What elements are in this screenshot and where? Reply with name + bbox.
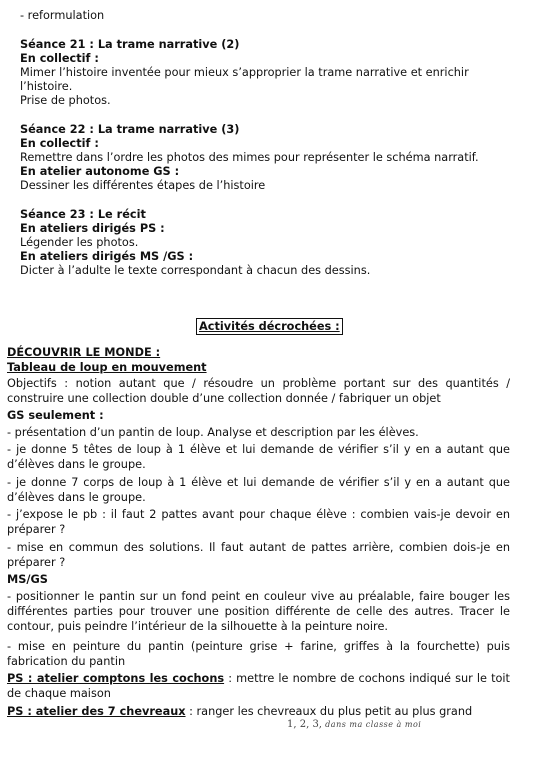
- ps-activity-cochons: [7, 671, 510, 701]
- seance-22-title: Séance 22 : La trame narrative (3): [20, 123, 240, 136]
- ps-activity-text: : ranger les chevreaux du plus petit au plus grand: [185, 705, 473, 718]
- seance-21-title: Séance 21 : La trame narrative (2): [20, 38, 240, 51]
- activity-title: Tableau de loup en mouvement: [7, 361, 207, 374]
- text-line: Prise de photos.: [20, 94, 111, 107]
- footer-credit: [287, 719, 421, 730]
- text-line: Dicter à l’adulte le texte correspondant à chacun des dessins.: [20, 264, 371, 277]
- text-line: l’histoire.: [20, 80, 73, 93]
- text-line: Dessiner les différentes étapes de l’histoire: [20, 179, 266, 192]
- activites-box-title: Activités décrochées :: [196, 318, 343, 335]
- msgs-heading: MS/GS: [7, 573, 48, 586]
- seance-22-subtitle: En atelier autonome GS :: [20, 165, 180, 178]
- seance-21-subtitle: En collectif :: [20, 52, 99, 65]
- gs-item: - mise en commun des solutions. Il faut autant de pattes arrière, combien dois-je en préparer ?: [7, 541, 510, 569]
- objectives-paragraph: Objectifs : notion autant que / résoudre un problème portant sur des quantités / construire une collection double d’une collection donnée / fabriquer un objet: [7, 377, 510, 405]
- msgs-item: - positionner le pantin sur un fond peint en couleur vive au préalable, faire bouger les différentes parties pour trouver une position différente de celle des autres. Tracer le contour, puis peindre l’intérieur de la silhouette à la peinture noire.: [7, 590, 510, 633]
- gs-item: - j’expose le pb : il faut 2 pattes avant pour chaque élève : combien vais-je devoir en préparer ?: [7, 508, 510, 536]
- ps-activity-chevreaux: [7, 704, 510, 719]
- seance-23-subtitle: En ateliers dirigés MS /GS :: [20, 250, 194, 263]
- gs-item: - je donne 5 têtes de loup à 1 élève et lui demande de vérifier s’il y en a autant que d’élèves dans le groupe.: [7, 443, 510, 471]
- gs-heading: GS seulement :: [7, 409, 104, 422]
- ps-activity-text: : mettre le nombre de cochons indiqué sur le toit de chaque maison: [7, 672, 510, 700]
- msgs-item: - mise en peinture du pantin (peinture grise + farine, griffes à la fourchette) puis fabrication du pantin: [7, 640, 510, 668]
- footer-numbers: 1, 2, 3,: [287, 719, 322, 730]
- text-line: Remettre dans l’ordre les photos des mimes pour représenter le schéma narratif.: [20, 151, 479, 164]
- footer-script: dans ma classe à moi: [325, 720, 422, 729]
- seance-23-subtitle: En ateliers dirigés PS :: [20, 222, 165, 235]
- gs-item: - je donne 7 corps de loup à 1 élève et lui demande de vérifier s’il y en a autant que d’élèves dans le groupe.: [7, 476, 510, 504]
- text-line: - reformulation: [20, 9, 105, 22]
- domain-heading: DÉCOUVRIR LE MONDE :: [7, 346, 161, 359]
- ps-activity-label: PS : atelier comptons les cochons: [7, 672, 225, 685]
- gs-item: - présentation d’un pantin de loup. Analyse et description par les élèves.: [7, 426, 419, 439]
- seance-22-subtitle: En collectif :: [20, 137, 99, 150]
- text-line: Mimer l’histoire inventée pour mieux s’approprier la trame narrative et enrichir: [20, 66, 469, 79]
- ps-activity-label: PS : atelier des 7 chevreaux: [7, 705, 186, 718]
- seance-23-title: Séance 23 : Le récit: [20, 208, 146, 221]
- text-line: Légender les photos.: [20, 236, 139, 249]
